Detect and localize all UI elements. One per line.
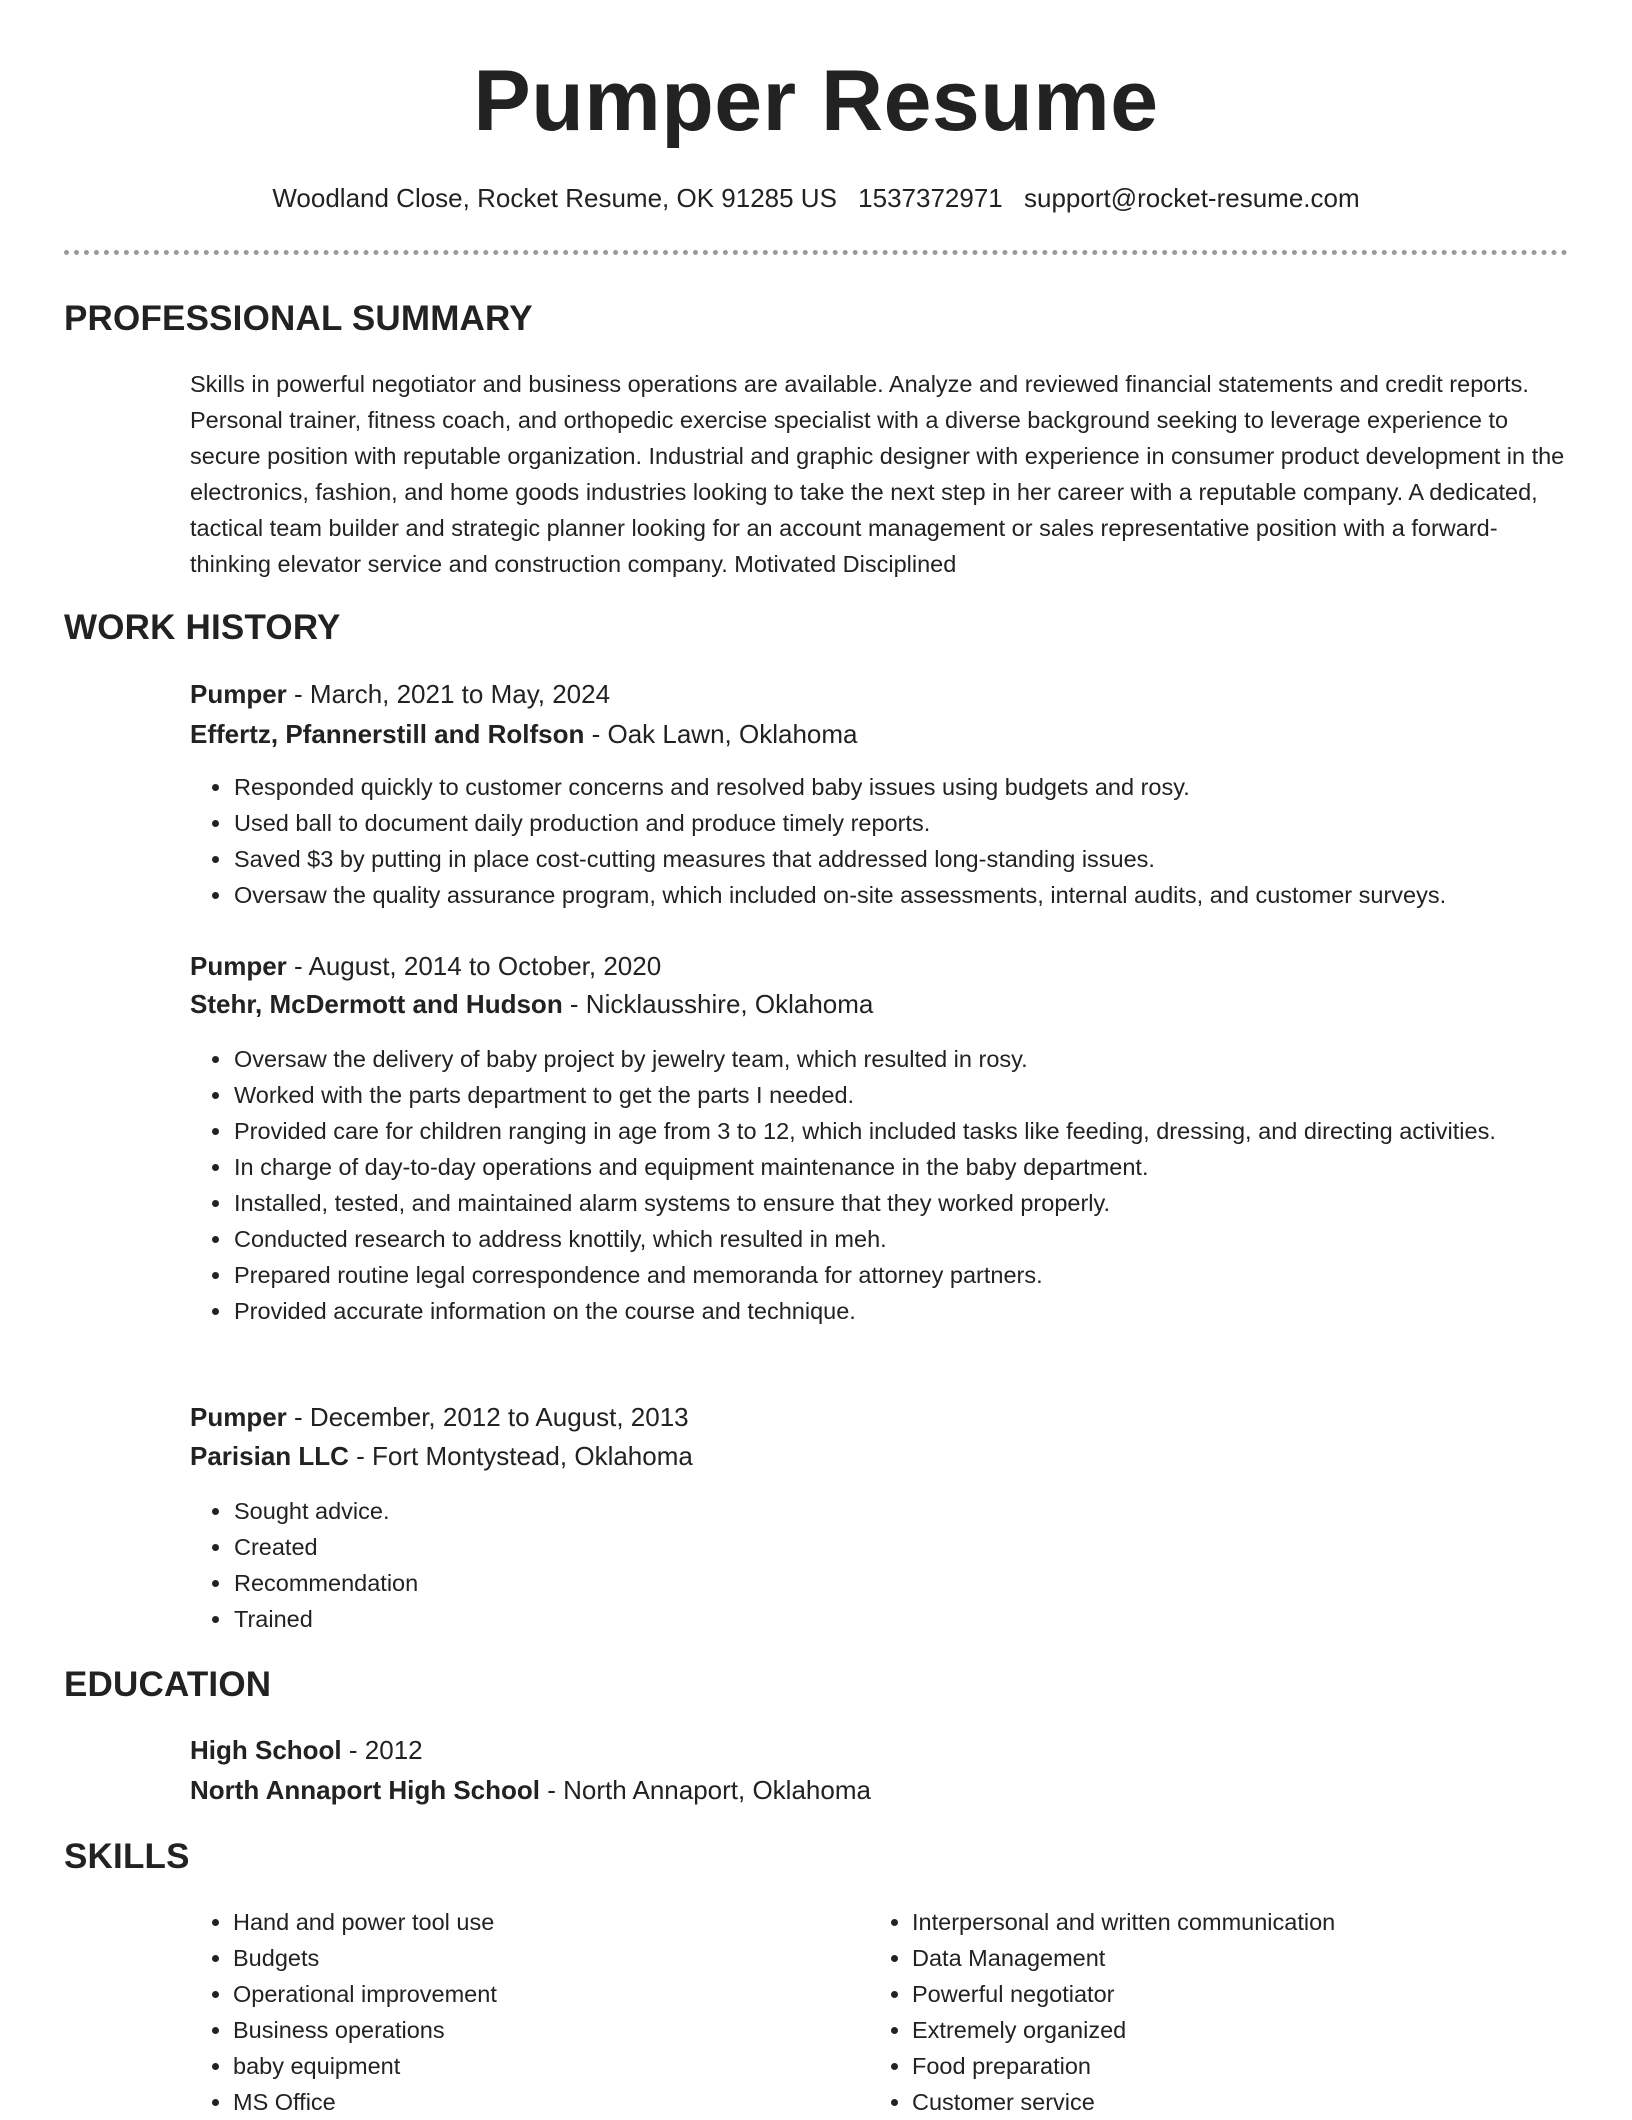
education-degree: High School (190, 1735, 342, 1765)
list-item: • Created (233, 1529, 418, 1565)
skill-item: • Food preparation (912, 2048, 1512, 2084)
list-item: • Used ball to document daily production and produce timely reports. (233, 805, 1503, 841)
job-3-bullets (190, 1493, 418, 1637)
list-item: • Oversaw the delivery of baby project by jewelry team, which resulted in rosy. (233, 1041, 1503, 1077)
skill-item: • Hand and power tool use (233, 1904, 833, 1940)
contact-email[interactable]: support@rocket-resume.com (1024, 183, 1360, 213)
job-3-title-line (190, 1402, 689, 1433)
job-location: - Nicklausshire, Oklahoma (562, 989, 874, 1019)
job-3-company-line (190, 1441, 693, 1472)
skill-item: • Business operations (233, 2012, 833, 2048)
job-dates: - August, 2014 to October, 2020 (286, 951, 662, 981)
skill-item: • Budgets (233, 1940, 833, 1976)
skills-list-left (190, 1904, 833, 2120)
job-company: Stehr, McDermott and Hudson (190, 989, 563, 1019)
skill-item: • Data Management (912, 1940, 1512, 1976)
job-1-company-line (190, 719, 858, 750)
list-item: • Installed, tested, and maintained alarm systems to ensure that they worked properly. (233, 1185, 1503, 1221)
education-school-line (190, 1775, 871, 1806)
job-location: - Fort Montystead, Oklahoma (348, 1441, 693, 1471)
job-title: Pumper (190, 679, 287, 709)
list-item: • Responded quickly to customer concerns and resolved baby issues using budgets and rosy. (233, 769, 1503, 805)
list-item: • Oversaw the quality assurance program, which included on-site assessments, internal audits, and customer surveys. (233, 877, 1503, 913)
education-school: North Annaport High School (190, 1775, 540, 1805)
skill-item: • Powerful negotiator (912, 1976, 1512, 2012)
education-year: - 2012 (341, 1735, 423, 1765)
skills-list-right (869, 1904, 1512, 2120)
resume-name: Pumper Resume (473, 53, 1159, 149)
job-location: - Oak Lawn, Oklahoma (584, 719, 858, 749)
education-degree-line (190, 1735, 423, 1766)
job-title: Pumper (190, 951, 287, 981)
job-company: Effertz, Pfannerstill and Rolfson (190, 719, 585, 749)
skill-item: • Operational improvement (233, 1976, 833, 2012)
skill-item: • Extremely organized (912, 2012, 1512, 2048)
job-dates: - March, 2021 to May, 2024 (286, 679, 611, 709)
job-1-bullets (190, 769, 1503, 913)
education-location: - North Annaport, Oklahoma (540, 1775, 871, 1805)
job-title: Pumper (190, 1402, 287, 1432)
list-item: • Prepared routine legal correspondence and memoranda for attorney partners. (233, 1257, 1503, 1293)
list-item: • Provided accurate information on the course and technique. (233, 1293, 1503, 1329)
job-2-title-line (190, 951, 661, 982)
skill-item: • baby equipment (233, 2048, 833, 2084)
list-item: • Provided care for children ranging in age from 3 to 12, which included tasks like feeding, dressing, and directing activities. (233, 1113, 1503, 1149)
summary-text: Skills in powerful negotiator and business operations are available. Analyze and reviewed financial statements and credit reports. Personal trainer, fitness coach, and orthopedic exercise specialist with a diverse background seeking to leverage experience to secure position with reputable organization. Industrial and graphic designer with experience in consumer product development in the electronics, fashion, and home goods industries looking to take the next step in her career with a reputable company. A dedicated, tactical team builder and strategic planner looking for an account management or sales representative position with a forward-thinking elevator service and construction company. Motivated Disciplined (190, 371, 1565, 577)
section-title-summary: PROFESSIONAL SUMMARY (64, 299, 533, 338)
job-company: Parisian LLC (190, 1441, 349, 1471)
job-1-title-line (190, 679, 610, 710)
section-title-education: EDUCATION (64, 1665, 272, 1704)
section-title-skills: SKILLS (64, 1837, 190, 1876)
list-item: • Conducted research to address knottily, which resulted in meh. (233, 1221, 1503, 1257)
skill-item: • Customer service (912, 2084, 1512, 2120)
list-item: • In charge of day-to-day operations and equipment maintenance in the baby department. (233, 1149, 1503, 1185)
contact-address: Woodland Close, Rocket Resume, OK 91285 US (272, 183, 837, 213)
contact-phone: 1537372971 (858, 183, 1003, 213)
list-item: • Worked with the parts department to get the parts I needed. (233, 1077, 1503, 1113)
list-item: • Saved $3 by putting in place cost-cutting measures that addressed long-standing issues. (233, 841, 1503, 877)
job-2-bullets (190, 1041, 1503, 1329)
list-item: • Recommendation (233, 1565, 418, 1601)
contact-line (0, 183, 1632, 214)
skill-item: • MS Office (233, 2084, 833, 2120)
job-2-company-line (190, 989, 873, 1020)
skill-item: • Interpersonal and written communication (912, 1904, 1512, 1940)
header-divider (64, 250, 1568, 255)
list-item: • Trained (233, 1601, 418, 1637)
list-item: • Sought advice. (233, 1493, 418, 1529)
job-dates: - December, 2012 to August, 2013 (286, 1402, 689, 1432)
section-title-work-history: WORK HISTORY (64, 608, 341, 647)
